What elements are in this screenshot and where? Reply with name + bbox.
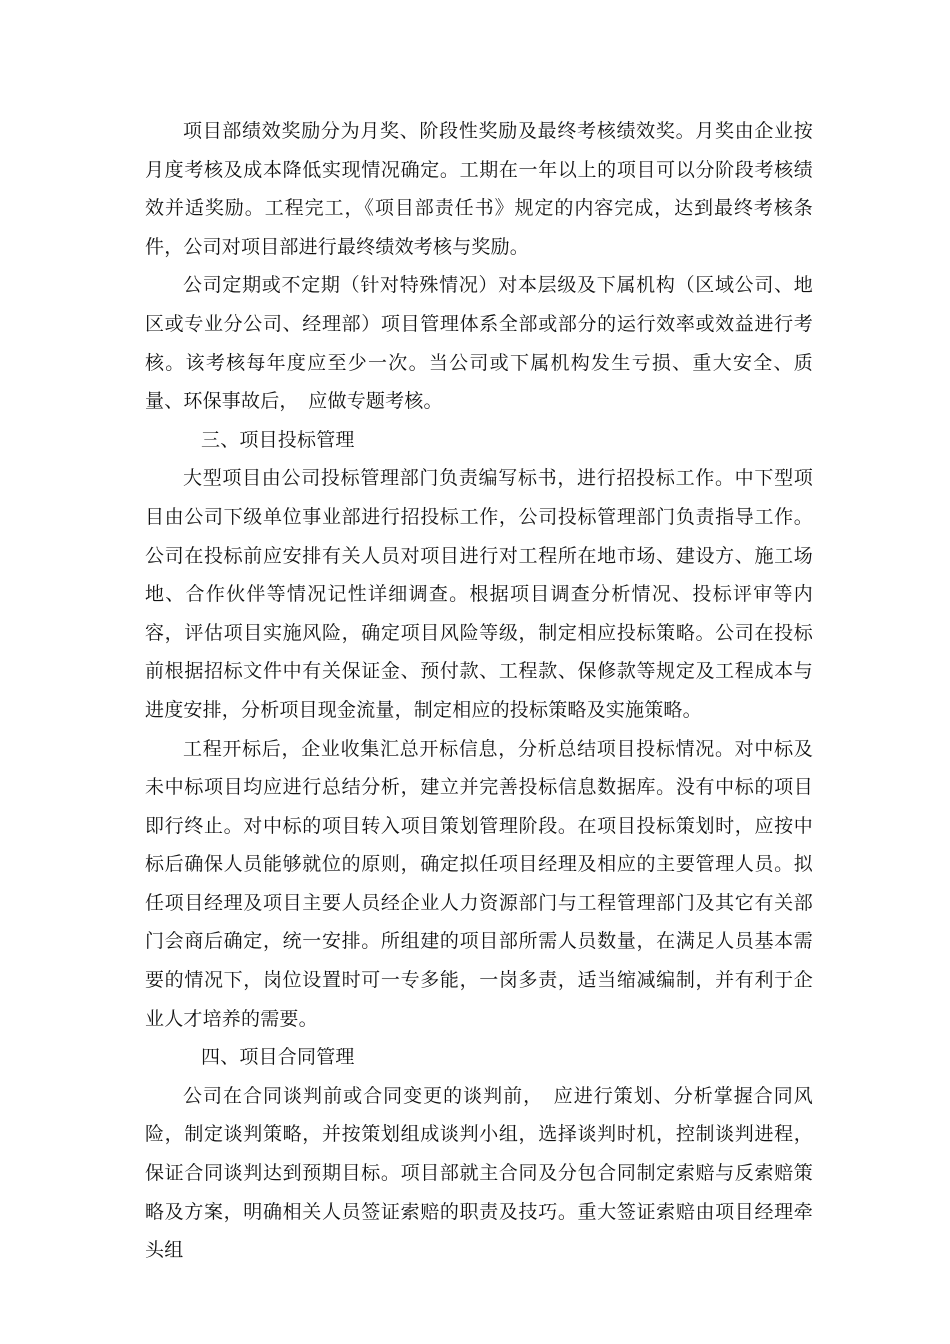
paragraph-periodic-assessment: 公司定期或不定期（针对特殊情况）对本层级及下属机构（区域公司、地区或专业分公司、经理部）项目管理体系全部或部分的运行效率或效益进行考核。该考核每年度应至少一次。当公司或下属机构发生亏损、重大安全、质量、环保事故后， 应做专题考核。: [145, 274, 813, 413]
section-heading-bidding: 三、项目投标管理: [201, 428, 355, 451]
document-body: [145, 112, 813, 1270]
paragraph-contract-negotiation: 公司在合同谈判前或合同变更的谈判前， 应进行策划、分析掌握合同风险，制定谈判策略，并按策划组成谈判小组，选择谈判时机，控制谈判进程，保证合同谈判达到预期目标。项目部就主合同及分包合同制定索赔与反索赔策略及方案，明确相关人员签证索赔的职责及技巧。重大签证索赔由项目经理牵头组: [145, 1084, 813, 1262]
paragraph-bid-opening: 工程开标后，企业收集汇总开标信息，分析总结项目投标情况。对中标及未中标项目均应进行总结分析，建立并完善投标信息数据库。没有中标的项目即行终止。对中标的项目转入项目策划管理阶段。在项目投标策划时，应按中标后确保人员能够就位的原则，确定拟任项目经理及相应的主要管理人员。拟任项目经理及项目主要人员经企业人力资源部门与工程管理部门及其它有关部门会商后确定，统一安排。所组建的项目部所需人员数量，在满足人员基本需要的情况下，岗位设置时可一专多能，一岗多责，适当缩减编制，并有利于企业人才培养的需要。: [145, 737, 813, 1030]
paragraph-bidding-preparation: 大型项目由公司投标管理部门负责编写标书，进行招投标工作。中下型项目由公司下级单位事业部进行招投标工作，公司投标管理部门负责指导工作。公司在投标前应安排有关人员对项目进行对工程所在地市场、建设方、施工场地、合作伙伴等情况记性详细调查。根据项目调查分析情况、投标评审等内容，评估项目实施风险，确定项目风险等级，制定相应投标策略。公司在投标前根据招标文件中有关保证金、预付款、工程款、保修款等规定及工程成本与进度安排，分析项目现金流量，制定相应的投标策略及实施策略。: [145, 467, 813, 721]
section-heading-contracts: 四、项目合同管理: [201, 1046, 355, 1069]
paragraph-performance-rewards: 项目部绩效奖励分为月奖、阶段性奖励及最终考核绩效奖。月奖由企业按月度考核及成本降低实现情况确定。工期在一年以上的项目可以分阶段考核绩效并适奖励。工程完工，《项目部责任书》规定的内容完成，达到最终考核条件，公司对项目部进行最终绩效考核与奖励。: [145, 120, 813, 258]
